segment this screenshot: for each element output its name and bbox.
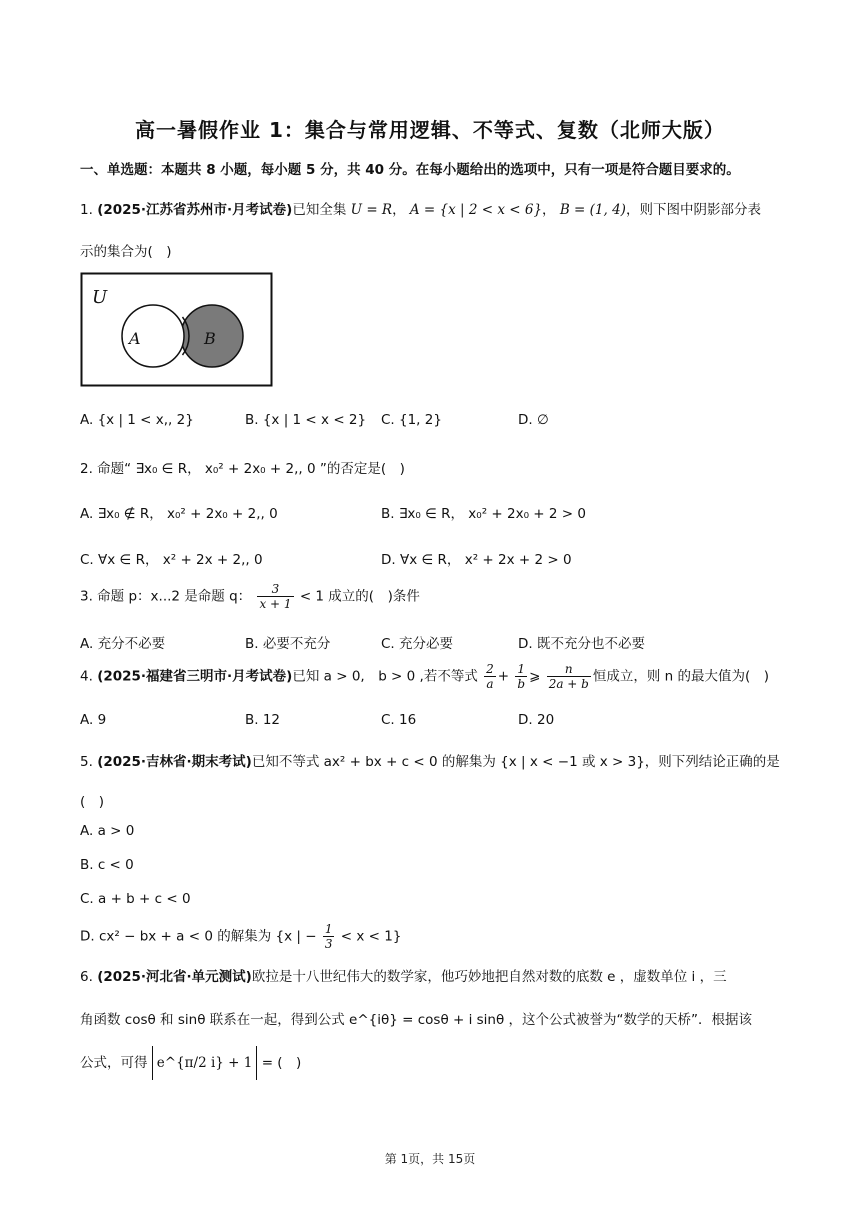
question-number: 5. bbox=[80, 754, 93, 770]
option-d: D. ∀x ∈ R， x² + 2x + 2 > 0 bbox=[381, 552, 572, 568]
question-5-line-2: ( ) bbox=[80, 794, 105, 810]
set-b-label: B bbox=[204, 329, 216, 348]
question-6-line-2: 角函数 cosθ 和 sinθ 联系在一起，得到公式 e^{iθ} = cosθ + i sinθ ，这个公式被誉为“数学的天桥”．根据该 bbox=[80, 1012, 753, 1028]
option-c: C. {1, 2} bbox=[381, 412, 442, 428]
question-5-line-1 bbox=[80, 750, 780, 770]
page-footer: 第 1页，共 15页 bbox=[384, 1152, 476, 1166]
question-4-stem bbox=[80, 662, 769, 691]
denominator: a bbox=[486, 677, 494, 691]
option-a: A. a > 0 bbox=[80, 823, 135, 839]
fraction bbox=[323, 922, 335, 951]
venn-diagram bbox=[80, 272, 274, 388]
document-title: 高一暑假作业 1：集合与常用逻辑、不等式、复数（北师大版） bbox=[135, 118, 725, 142]
option-b: B. ∃x₀ ∈ R， x₀² + 2x₀ + 2 > 0 bbox=[381, 506, 586, 522]
denominator: x + 1 bbox=[259, 597, 292, 611]
option-text: D. cx² − bx + a < 0 的解集为 {x | − bbox=[80, 928, 317, 945]
option-c: C. 充分必要 bbox=[381, 636, 454, 652]
question-number: 6. bbox=[80, 969, 93, 985]
question-text: 欧拉是十八世纪伟大的数学家，他巧妙地把自然对数的底数 e ，虚数单位 i ，三 bbox=[251, 969, 727, 985]
fraction bbox=[257, 582, 293, 611]
fraction bbox=[484, 662, 496, 691]
option-d bbox=[80, 922, 401, 951]
option-c: C. ∀x ∈ R， x² + 2x + 2,, 0 bbox=[80, 552, 263, 568]
question-6-line-3 bbox=[80, 1046, 301, 1080]
set-a-label: A bbox=[129, 329, 141, 348]
numerator: 2 bbox=[486, 662, 494, 676]
math-expression: U = R bbox=[350, 202, 393, 218]
denominator: 3 bbox=[324, 937, 333, 951]
option-text: < x < 1} bbox=[340, 928, 402, 945]
question-source: (2025·福建省三明市·月考试卷) bbox=[97, 668, 293, 685]
numerator: 3 bbox=[257, 582, 293, 597]
question-number: 4. bbox=[80, 668, 93, 685]
question-text: < 1 成立的( )条件 bbox=[299, 588, 420, 605]
question-text: 恒成立，则 n 的最大值为( ) bbox=[592, 668, 770, 685]
question-1-line-1 bbox=[80, 198, 761, 218]
numerator: 1 bbox=[324, 922, 333, 936]
option-d: D. 20 bbox=[518, 712, 555, 728]
question-6-line-1 bbox=[80, 965, 727, 985]
question-text: = ( ) bbox=[261, 1055, 302, 1071]
punctuation: ， bbox=[392, 202, 406, 218]
option-b: B. c < 0 bbox=[80, 857, 134, 873]
question-source: (2025·河北省·单元测试) bbox=[97, 969, 252, 985]
universal-set-label: U bbox=[92, 287, 108, 308]
absolute-value-expression: e^{π/2 i} + 1 bbox=[152, 1046, 258, 1080]
option-d: D. ∅ bbox=[518, 412, 549, 428]
option-c: C. a + b + c < 0 bbox=[80, 891, 191, 907]
question-text: ，则下图中阴影部分表 bbox=[625, 202, 761, 218]
question-text: 已知全集 bbox=[292, 202, 347, 218]
option-c: C. 16 bbox=[381, 712, 417, 728]
option-b: B. 12 bbox=[245, 712, 281, 728]
numerator: 1 bbox=[515, 662, 527, 677]
option-a: A. 充分不必要 bbox=[80, 636, 166, 652]
option-a: A. ∃x₀ ∉ R， x₀² + 2x₀ + 2,, 0 bbox=[80, 506, 278, 522]
question-3-stem bbox=[80, 582, 420, 611]
option-a: A. {x | 1 < x,, 2} bbox=[80, 412, 194, 428]
denominator: b bbox=[517, 677, 526, 691]
question-text: 已知不等式 ax² + bx + c < 0 的解集为 {x | x < −1 或 x > 3}，则下列结论正确的是 bbox=[251, 754, 780, 770]
question-number: 1. bbox=[80, 202, 93, 218]
numerator: n bbox=[547, 662, 591, 677]
option-d: D. 既不充分也不必要 bbox=[518, 636, 645, 652]
question-1-line-2: 示的集合为( ) bbox=[80, 244, 172, 260]
question-2-stem: 2. 命题“ ∃x₀ ∈ R， x₀² + 2x₀ + 2,, 0 ”的否定是( ) bbox=[80, 461, 405, 477]
option-b: B. 必要不充分 bbox=[245, 636, 331, 652]
denominator: 2a + b bbox=[548, 677, 589, 691]
punctuation: ， bbox=[542, 202, 556, 218]
question-text: 公式，可得 bbox=[80, 1055, 148, 1071]
math-expression: B = (1, 4) bbox=[559, 202, 626, 218]
option-b: B. {x | 1 < x < 2} bbox=[245, 412, 367, 428]
math-expression: A = {x | 2 < x < 6} bbox=[409, 202, 543, 218]
question-source: (2025·江苏省苏州市·月考试卷) bbox=[97, 202, 293, 218]
operator: ⩾ bbox=[529, 668, 541, 685]
fraction bbox=[547, 662, 591, 691]
question-text: 已知 a > 0, b > 0 ,若不等式 bbox=[292, 668, 478, 685]
question-source: (2025·吉林省·期末考试) bbox=[97, 754, 252, 770]
operator: + bbox=[497, 668, 510, 685]
option-a: A. 9 bbox=[80, 712, 107, 728]
section-heading: 一、单选题：本题共 8 小题，每小题 5 分，共 40 分。在每小题给出的选项中，只有一项是符合题目要求的。 bbox=[80, 162, 740, 178]
fraction bbox=[515, 662, 527, 691]
question-text: 3. 命题 p：x...2 是命题 q： bbox=[80, 588, 252, 605]
